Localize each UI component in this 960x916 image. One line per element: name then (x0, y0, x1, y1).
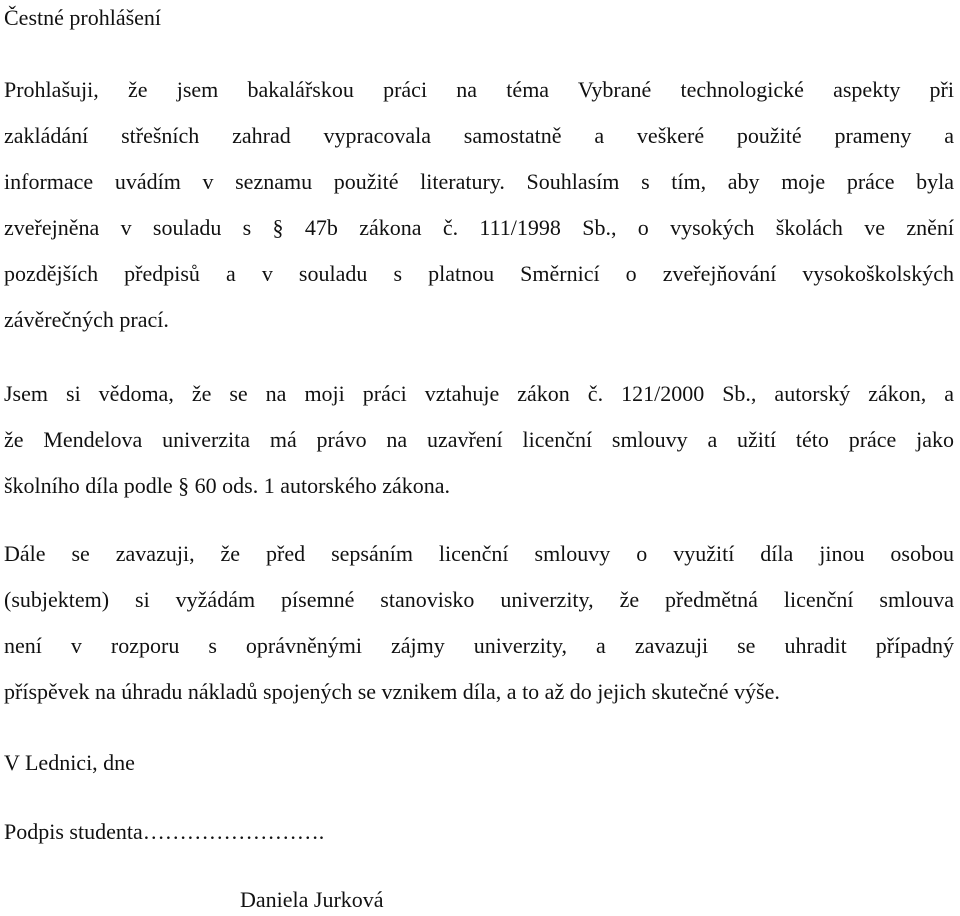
text-line: Prohlašuji, že jsem bakalářskou práci na téma Vybrané technologické aspekty při (4, 77, 954, 102)
place-date-line: V Lednici, dne (4, 750, 135, 775)
text-line: pozdějších předpisů a v souladu s platnou Směrnicí o zveřejňování vysokoškolských (4, 261, 954, 286)
declaration-paragraph-license (4, 531, 954, 715)
text-line: informace uvádím v seznamu použité literatury. Souhlasím s tím, aby moje práce byla (4, 169, 954, 194)
text-line: Jsem si vědoma, že se na moji práci vztahuje zákon č. 121/2000 Sb., autorský zákon, a (4, 381, 954, 406)
author-name: Daniela Jurková (240, 887, 384, 912)
text-line: školního díla podle § 60 ods. 1 autorského zákona. (4, 473, 451, 498)
text-line: (subjektem) si vyžádám písemné stanovisko univerzity, že předmětná licenční smlouva (4, 587, 954, 612)
text-line: Dále se zavazuji, že před sepsáním licenční smlouvy o využití díla jinou osobou (4, 541, 954, 566)
page-title: Čestné prohlášení (4, 5, 162, 30)
text-line: zakládání střešních zahrad vypracovala samostatně a veškeré použité prameny a (4, 123, 954, 148)
text-line: není v rozporu s oprávněnými zájmy univerzity, a zavazuji se uhradit případný (4, 633, 954, 658)
declaration-paragraph-authorship (4, 67, 954, 343)
signature-line: Podpis studenta……………………. (4, 819, 325, 844)
text-line: zveřejněna v souladu s § 47b zákona č. 111/1998 Sb., o vysokých školách ve znění (4, 215, 954, 240)
text-line: příspěvek na úhradu nákladů spojených se vznikem díla, a to až do jejich skutečné výše. (4, 679, 780, 704)
text-line: závěrečných prací. (4, 307, 169, 332)
declaration-paragraph-copyright (4, 371, 954, 509)
text-line: že Mendelova univerzita má právo na uzavření licenční smlouvy a užití této práce jako (4, 427, 954, 452)
